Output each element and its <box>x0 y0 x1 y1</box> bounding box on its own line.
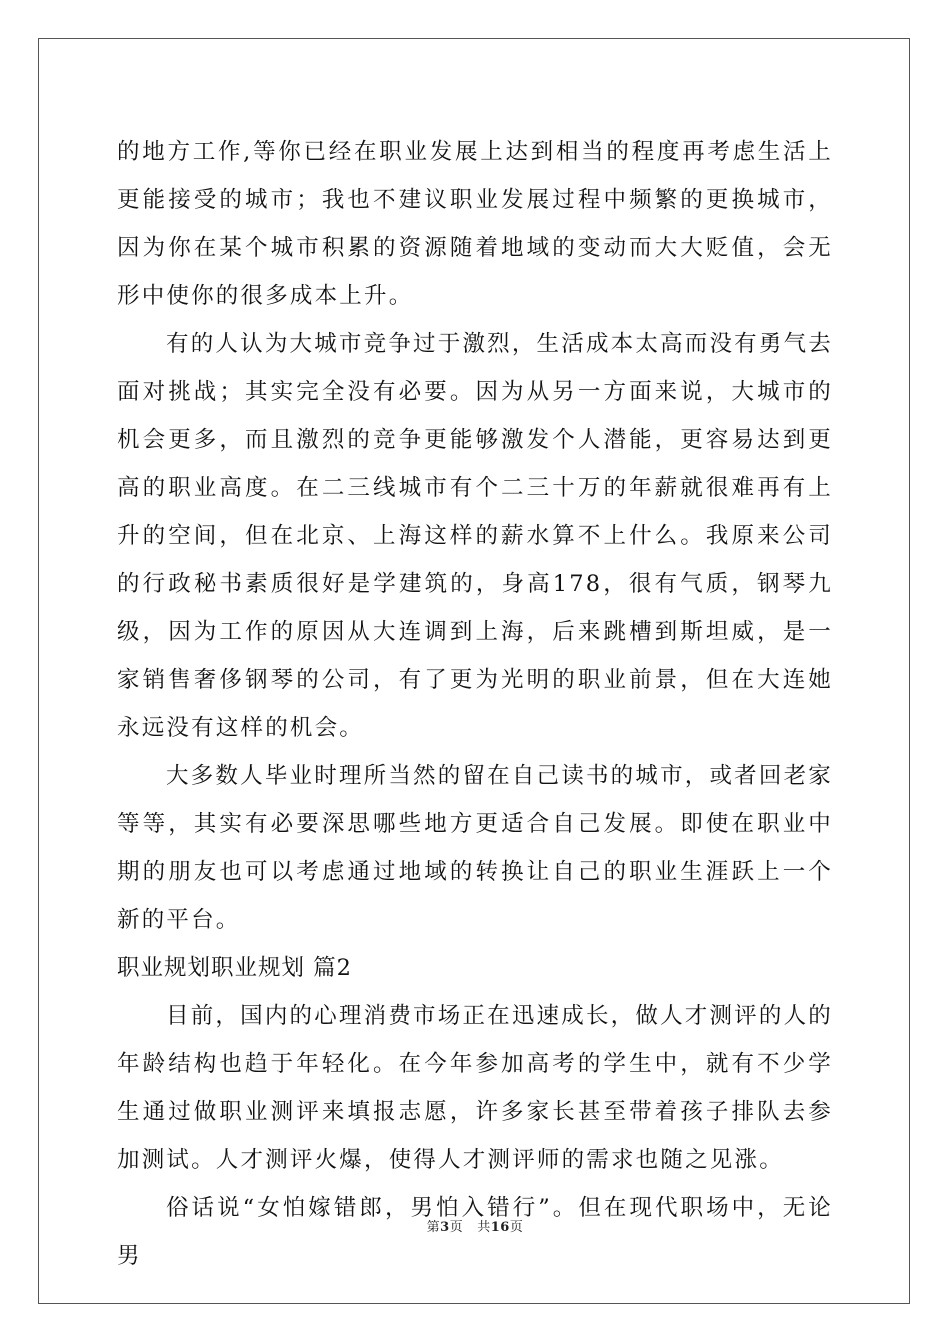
section-heading: 职业规划职业规划 篇2 <box>117 955 352 981</box>
paragraph-3: 大多数人毕业时理所当然的留在自己读书的城市，或者回老家等等，其实有必要深思哪些地方更适合自己发展。即使在职业中期的朋友也可以考虑通过地域的转换让自己的职业生涯跃上一个新的平台。 <box>117 763 833 933</box>
page-footer <box>0 1216 950 1235</box>
page-suffix: 页 <box>449 1220 464 1235</box>
total-suffix: 页 <box>509 1220 524 1235</box>
page-prefix: 第 <box>426 1220 441 1235</box>
document-body <box>117 128 833 1280</box>
page-current: 3 <box>440 1220 450 1235</box>
paragraph-2: 有的人认为大城市竞争过于激烈，生活成本太高而没有勇气去面对挑战；其实完全没有必要。因为从另一方面来说，大城市的机会更多，而且激烈的竞争更能够激发个人潜能，更容易达到更高的职业高度。在二三线城市有个二三十万的年薪就很难再有上升的空间，但在北京、上海这样的薪水算不上什么。我原来公司的行政秘书素质很好是学建筑的，身高178，很有气质，钢琴九级，因为工作的原因从大连调到上海，后来跳槽到斯坦威，是一家销售奢侈钢琴的公司，有了更为光明的职业前景，但在大连她永远没有这样的机会。 <box>117 331 833 741</box>
page-total: 16 <box>490 1220 510 1235</box>
total-prefix: 共 <box>477 1220 491 1235</box>
paragraph-1: 的地方工作,等你已经在职业发展上达到相当的程度再考虑生活上更能接受的城市；我也不建议职业发展过程中频繁的更换城市，因为你在某个城市积累的资源随着地域的变动而大大贬值，会无形中使你的很多成本上升。 <box>117 139 833 309</box>
paragraph-5: 俗话说“女怕嫁错郎，男怕入错行”。但在现代职场中，无论男 <box>117 1195 833 1269</box>
paragraph-4: 目前，国内的心理消费市场正在迅速成长，做人才测评的人的年龄结构也趋于年轻化。在今年参加高考的学生中，就有不少学生通过做职业测评来填报志愿，许多家长甚至带着孩子排队去参加测试。人才测评火爆，使得人才测评师的需求也随之见涨。 <box>117 1003 833 1173</box>
